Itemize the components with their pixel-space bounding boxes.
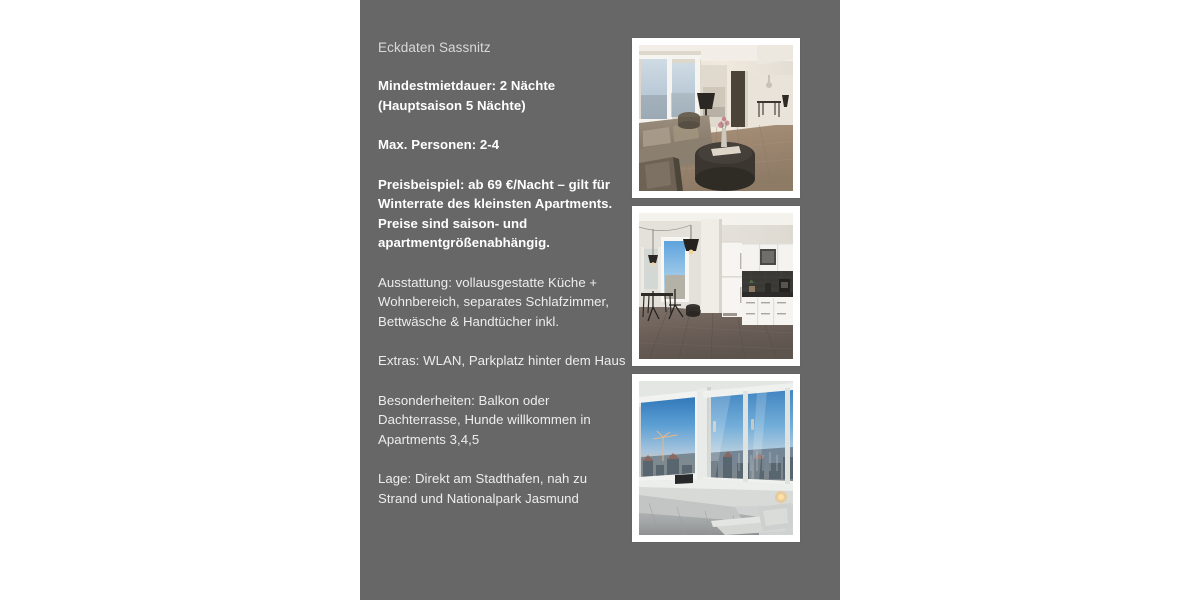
- page-title: Eckdaten Sassnitz: [378, 40, 491, 55]
- info-card: [360, 0, 840, 600]
- photo-frame-living-room: [632, 38, 800, 198]
- photo-bedroom: [639, 381, 793, 535]
- detail-extras: Extras: WLAN, Parkplatz hinter dem Haus: [378, 353, 626, 368]
- card-text-column: [360, 0, 628, 600]
- card-photo-column: [628, 0, 840, 600]
- detail-location: Lage: Direkt am Stadthafen, nah zu Strand und Nationalpark Jasmund: [378, 471, 588, 506]
- detail-max-persons: Max. Personen: 2-4: [378, 137, 500, 152]
- detail-amenities: Ausstattung: vollausgestatte Küche + Wohnbereich, separates Schlafzimmer, Bettwäsche & Handtücher inkl.: [378, 274, 609, 329]
- detail-price-example: Preisbeispiel: ab 69 €/Nacht – gilt für Winterrate des kleinsten Apartments. Preise sind saison- und apartmentgrößenabhängig.: [378, 176, 613, 250]
- photo-living-room: [639, 45, 793, 191]
- photo-frame-bedroom: [632, 374, 800, 542]
- detail-min-stay: Mindestmietdauer: 2 Nächte (Hauptsaison 5 Nächte): [378, 78, 556, 113]
- detail-special-features: Besonderheiten: Balkon oder Dachterrasse, Hunde willkommen in Apartments 3,4,5: [378, 392, 591, 447]
- photo-frame-kitchen: [632, 206, 800, 366]
- photo-kitchen: [639, 213, 793, 359]
